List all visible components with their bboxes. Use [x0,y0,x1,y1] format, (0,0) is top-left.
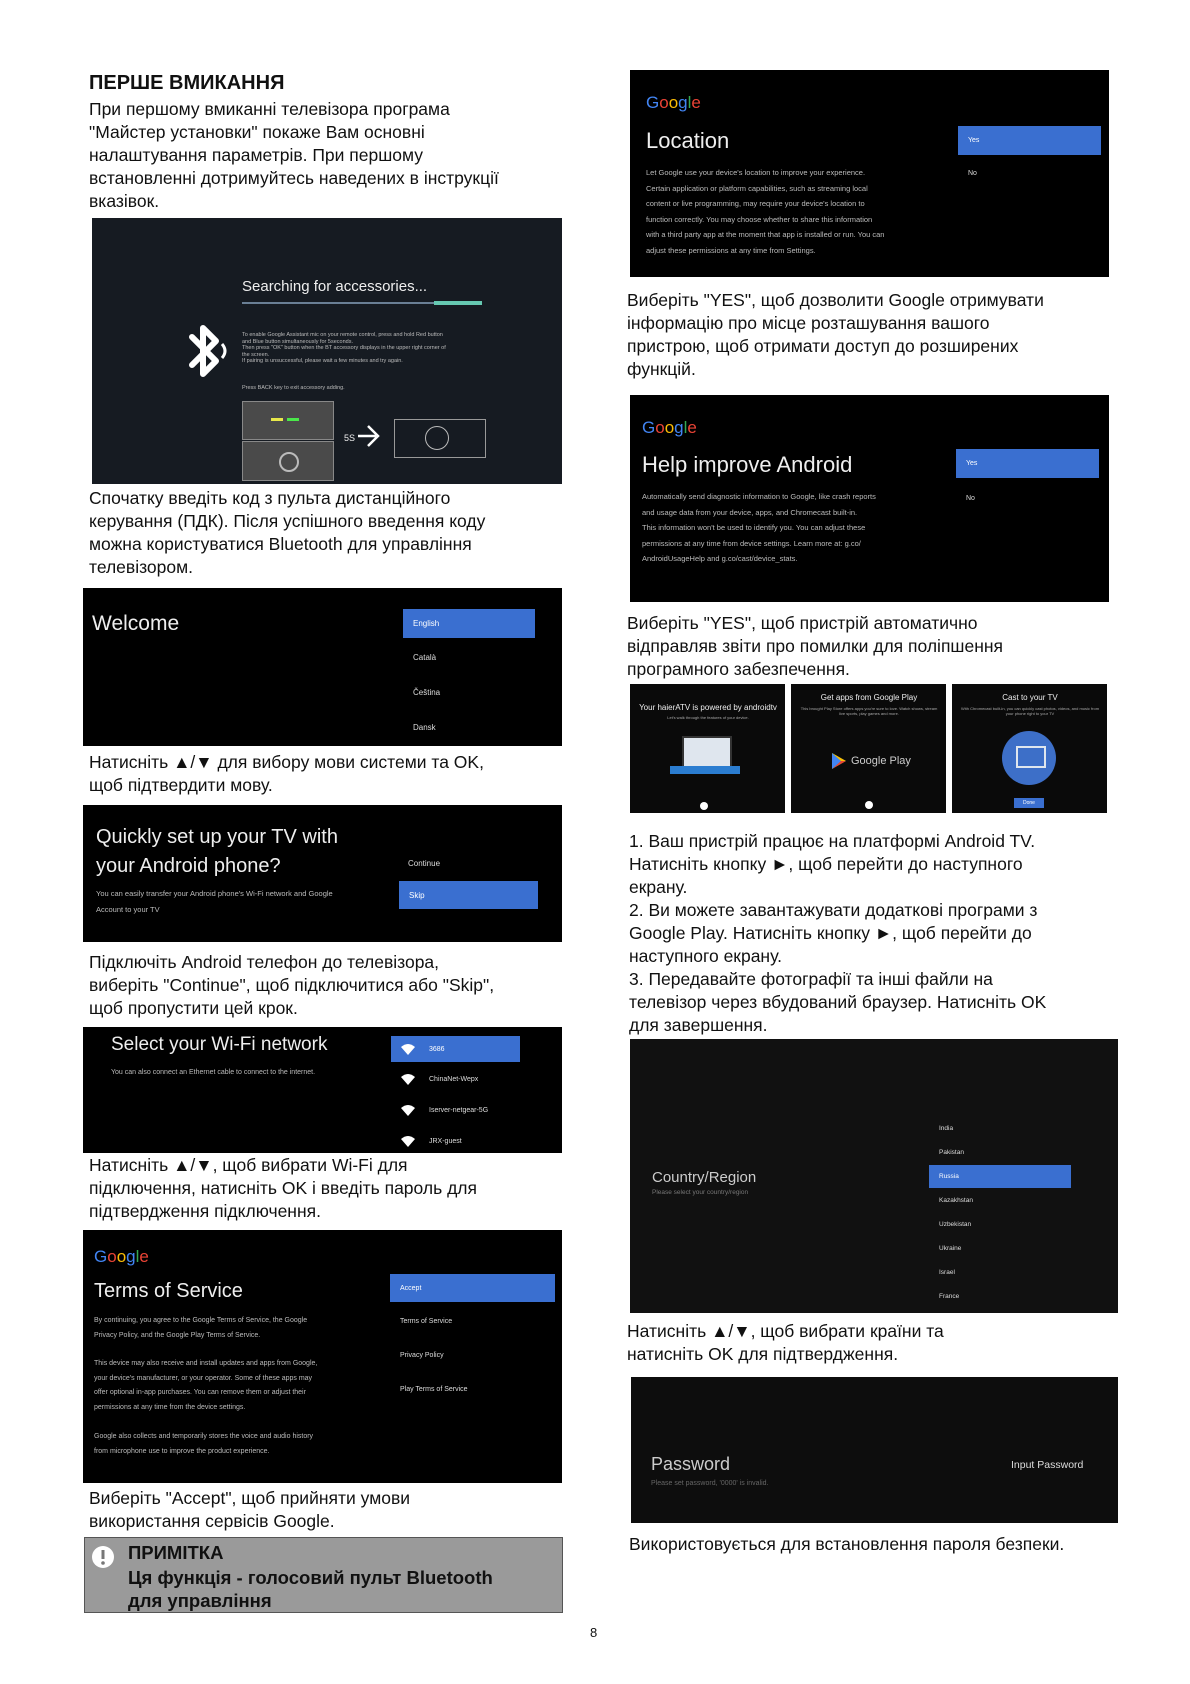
tv-stand-illustration [670,766,740,774]
country-option[interactable]: Kazakhstan [939,1197,973,1204]
wifi-network-item[interactable] [391,1036,520,1062]
caption-country: Натисніть ▲/▼, щоб вибрати країни та натисніть OK для підтвердження. [627,1321,944,1364]
privacy-option[interactable]: Privacy Policy [400,1352,444,1359]
language-option-english[interactable]: English [403,609,535,638]
google-logo: Google [94,1247,149,1266]
quick-setup-text: You can easily transfer your Android phone's Wi-Fi network and Google Account to your TV [96,889,333,914]
input-password-button[interactable]: Input Password [1011,1459,1084,1471]
caption-wifi: Натисніть ▲/▼, щоб вибрати Wi-Fi для підключення, натисніть OK і введіть пароль для підтвердження підключення. [89,1155,477,1221]
terms-paragraph-2: This device may also receive and install updates and apps from Google, your device's manufacturer, or your operator. Some of these apps may offer optional in-app purchases. You can remove them or adjust their permissions at any time from the device settings. [94,1360,318,1411]
play-terms-option[interactable]: Play Terms of Service [400,1386,468,1393]
note-title: ПРИМІТКА [128,1542,224,1563]
improve-screen [630,395,1109,602]
tile-cast-sub: With Chromecast built-in, you can quickly cast photos, videos, and music from your phone right to your TV [960,706,1100,716]
tile-play-sub: This brought Play Store offers apps you're sure to love. Watch shows, stream live sports, play games and more. [800,706,938,716]
country-option[interactable]: Uzbekistan [939,1221,972,1228]
terms-screen [83,1230,562,1483]
accessories-instructions: To enable Google Assistant mic on your remote control, press and hold Red button and Blue button simultaneously for 5seconds. Then press "OK" button when the BT accessory displays in the upper right corner of the screen. If pairing is unsuccessful, please wait a few minutes and try again. [242,332,446,364]
bluetooth-icon [178,320,240,386]
welcome-screen [83,588,562,746]
wifi-network-name: Iserver-netgear-5G [429,1107,489,1114]
country-option[interactable]: Pakistan [939,1149,964,1156]
caption-quick-setup: Підключіть Android телефон до телевізора, виберіть "Continue", щоб підключитися або "Skip", щоб пропустити цей крок. [89,952,495,1018]
hold-duration-label: 5S [344,433,356,443]
note-text: Ця функція - голосовий пульт Bluetooth для управління [128,1567,493,1611]
caption-terms: Виберіть "Accept", щоб прийняти умови використання сервісів Google. [89,1488,411,1531]
improve-title: Help improve Android [642,452,853,477]
tile-cast-title: Cast to your TV [1002,693,1058,702]
tile-play-title: Get apps from Google Play [820,693,918,702]
language-option-cestina[interactable]: Čeština [413,688,441,697]
page-indicator-dot [700,802,708,810]
improve-yes-option[interactable]: Yes [956,449,1099,478]
country-option[interactable]: France [939,1293,960,1300]
google-logo: Google [642,418,697,437]
page-number: 8 [590,1625,598,1640]
terms-paragraph-1: By continuing, you agree to the Google Terms of Service, the Google Privacy Policy, and the Google Play Terms of Service. [94,1317,308,1339]
tile-androidtv [630,684,785,813]
note-box [84,1537,563,1613]
country-option[interactable]: Israel [939,1269,955,1276]
wifi-network-item[interactable] [401,1074,478,1085]
password-title: Password [651,1454,731,1474]
wifi-screen [83,1027,562,1153]
remote-illustration [242,401,334,440]
tv-illustration [682,736,732,768]
country-option[interactable]: Ukraine [939,1245,962,1252]
wifi-title: Select your Wi-Fi network [111,1034,328,1055]
tile-google-play [791,684,946,813]
location-title: Location [646,128,730,153]
cast-screen-icon [1016,746,1046,768]
skip-option[interactable]: Skip [399,881,538,909]
wifi-network-item[interactable] [401,1105,488,1116]
page-indicator-dot [865,801,873,809]
caption-improve: Виберіть "YES", щоб пристрій автоматично відправляв звіти про помилки для поліпшення програмного забезпечення. [627,613,1004,679]
tile-androidtv-title: Your haierATV is powered by androidtv [639,703,777,712]
caption-tiles: 1. Ваш пристрій працює на платформі Android TV. Натисніть кнопку ►, щоб перейти до наступного екрану. 2. Ви можете завантажувати додаткові програми з Google Play. Натисніть кнопку ►, щоб перейти до наступного екрану. 3. Передавайте фотографії та інші файли на телевізор через вбудований браузер. Натисніть OK для завершення. [629,831,1047,1035]
location-yes-option[interactable]: Yes [958,126,1101,155]
wifi-icon [401,1044,415,1055]
language-option-dansk[interactable]: Dansk [413,723,436,732]
password-screen [631,1377,1118,1523]
caption-password: Використовується для встановлення пароля безпеки. [629,1534,1065,1554]
country-option[interactable]: India [939,1125,954,1132]
back-hint: Press BACK key to exit accessory adding. [242,385,345,391]
continue-option[interactable]: Continue [408,859,441,868]
tile-cast [952,684,1107,813]
remote-press-illustration [242,441,334,481]
accessories-title: Searching for accessories... [242,278,428,295]
arrow-right-icon [356,423,380,449]
terms-title: Terms of Service [94,1280,243,1302]
terms-paragraph-3: Google also collects and temporarily stores the voice and audio history from microphone use to improve the product experience. [94,1433,314,1455]
quick-setup-title: Quickly set up your TV with your Android phone? [96,826,338,877]
tv-illustration [394,419,486,458]
progress-indicator [434,301,482,305]
wifi-text: You can also connect an Ethernet cable to connect to the internet. [111,1069,316,1076]
wifi-network-name: JRX-guest [429,1138,462,1145]
page-heading: ПЕРШЕ ВМИКАННЯ [89,72,285,94]
country-sub: Please select your country/region [652,1189,749,1196]
password-sub: Please set password, '0000' is invalid. [651,1480,769,1487]
warning-icon [91,1545,115,1569]
improve-no-option[interactable]: No [966,495,975,502]
language-option-catala[interactable]: Català [413,653,437,662]
google-play-icon [831,752,847,770]
caption-accessories: Спочатку введіть код з пульта дистанційного керування (ПДК). Після успішного введення коду можна користуватися Bluetooth для управління телевізором. [89,488,486,577]
wifi-network-name: ChinaNet-Wepx [429,1076,479,1083]
google-logo: Google [646,93,701,112]
welcome-title: Welcome [92,612,180,635]
wifi-network-item[interactable] [401,1136,462,1147]
wifi-icon [401,1105,415,1116]
accessories-screen [92,218,562,484]
caption-welcome: Натисніть ▲/▼ для вибору мови системи та OK, щоб підтвердити мову. [89,752,484,795]
intro-text: При першому вмиканні телевізора програма "Майстер установки" покаже Вам основні налаштування параметрів. При першому встановленні дотримуйтесь наведених в інструкції вказівок. [89,99,499,211]
tile-androidtv-sub: Let's walk through the features of your device. [667,715,749,720]
accept-option[interactable]: Accept [390,1274,555,1302]
wifi-icon [401,1136,415,1147]
terms-option[interactable]: Terms of Service [400,1318,453,1325]
country-option-selected[interactable]: Russia [929,1165,1071,1188]
caption-location: Виберіть "YES", щоб дозволити Google отримувати інформацію про місце розташування вашого пристрою, щоб отримати доступ до розширених функцій. [627,290,1044,379]
quick-setup-screen [83,805,562,942]
done-button[interactable]: Done [1014,798,1044,808]
location-no-option[interactable]: No [968,170,977,177]
location-screen [630,70,1109,277]
location-text: Let Google use your device's location to improve your experience. Certain application or platform capabilities, such as streaming local content or live programming, may require your device's location to function correctly. You may choose whether to share this information with a third party app at the moment that app is installed or run. You can adjust these permissions at any time from Settings. [646,168,885,255]
country-title: Country/Region [652,1169,757,1186]
wifi-icon [401,1074,415,1085]
wifi-network-name: 3686 [429,1045,445,1053]
google-play-brand: Google Play [851,755,911,767]
country-screen [630,1039,1118,1313]
improve-text: Automatically send diagnostic information to Google, like crash reports and usage data from your device, apps, and Chromecast built-in. This information won't be used to identify you. You can adjust these permissions at any time from device settings. Learn more at: g.co/ AndroidUsageHelp and g.co/cast/device_stats. [642,492,876,563]
